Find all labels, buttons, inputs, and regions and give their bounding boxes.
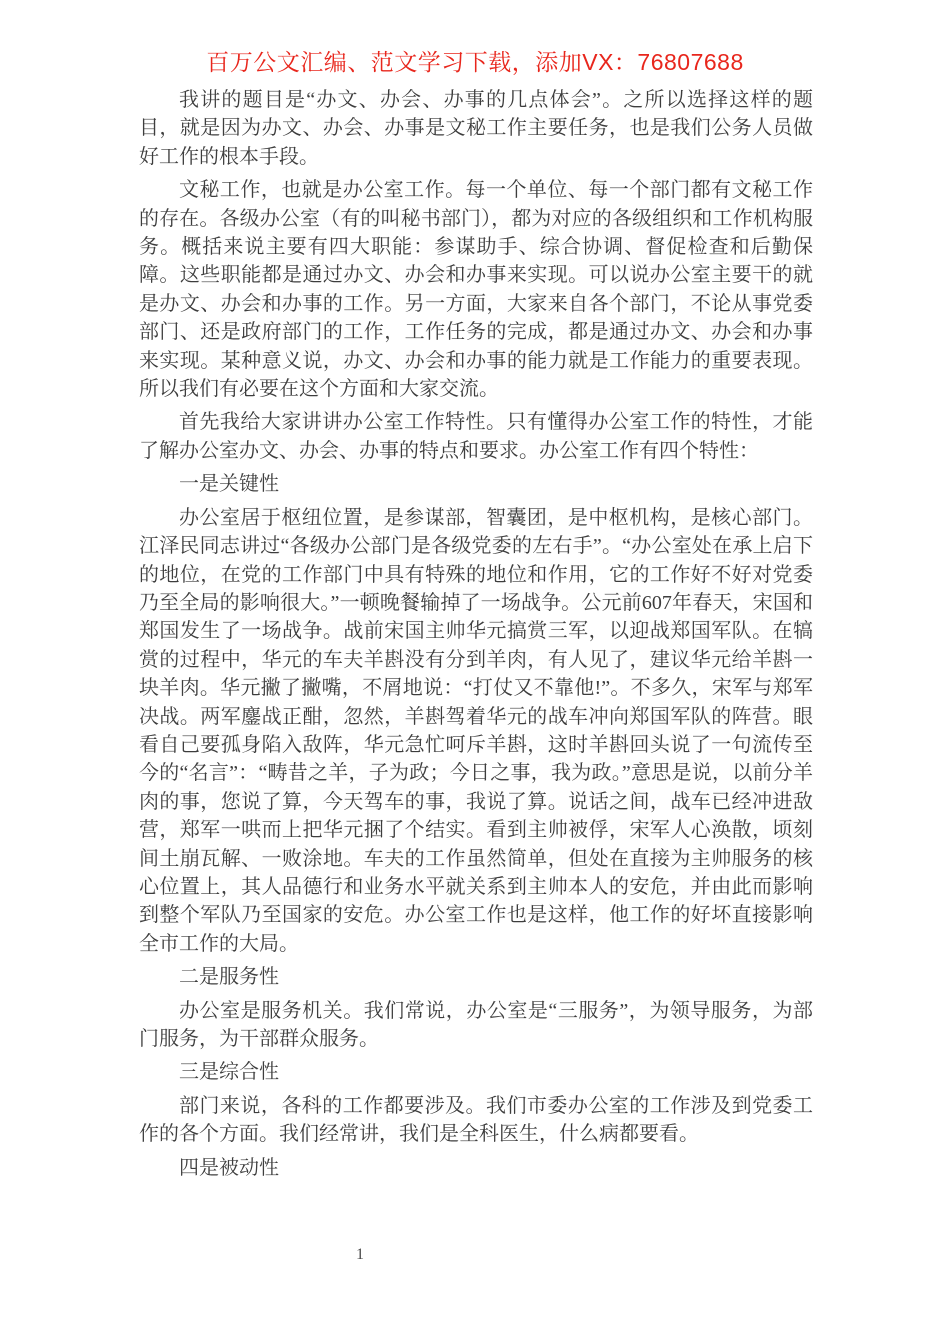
paragraph-intro: 我讲的题目是“办文、办会、办事的几点体会”。之所以选择这样的题目，就是因为办文、办会、办事是文秘工作主要任务，也是我们公务人员做好工作的根本手段。 — [139, 89, 813, 168]
paragraph-comprehensive-nature: 部门来说，各科的工作都要涉及。我们市委办公室的工作涉及到党委工作的各个方面。我们经常讲，我们是全科医生，什么病都要看。 — [139, 1094, 813, 1146]
paragraph-office-characteristics-lead: 首先我给大家讲讲办公室工作特性。只有懂得办公室工作的特性，才能了解办公室办文、办会、办事的特点和要求。办公室工作有四个特性： — [139, 411, 813, 462]
promo-header-text: 百万公文汇编、范文学习下载，添加VX：76807688 — [206, 49, 744, 75]
paragraph-key-importance-story: 办公室居于枢纽位置，是参谋部，智囊团，是中枢机构，是核心部门。江泽民同志讲过“各级办公部门是各级党委的左右手”。“办公室处在承上启下的地位，在党的工作部门中具有特殊的地位和作用，它的工作好不好对党委乃至全局的影响很大。”一顿晚餐输掉了一场战争。公元前607年春天，宋国和郑国发生了一场战争。战前宋国主帅华元搞赏三军，以迎战郑国军队。在犒赏的过程中，华元的车夫羊斟没有分到羊肉，有人见了，建议华元给羊斟一块羊肉。华元撇了撇嘴，不屑地说：“打仗又不靠他!”。不多久，宋军与郑军决战。两军鏖战正酣，忽然，羊斟驾着华元的战车冲向郑国军队的阵营。眼看自己要孤身陷入敌阵，华元急忙呵斥羊斟，这时羊斟回头说了一句流传至今的“名言”：“畴昔之羊，子为政；今日之事，我为政。”意思是说，以前分羊肉的事，您说了算，今天驾车的事，我说了算。说话之间，战车已经冲进敌营，郑军一哄而上把华元捆了个结实。看到主帅被俘，宋军人心涣散，顷刻间土崩瓦解、一败涂地。车夫的工作虽然简单，但处在直接为主帅服务的核心位置上，其人品德行和业务水平就关系到主帅本人的安危，并由此而影响到整个军队乃至国家的安危。办公室工作也是这样，他工作的好坏直接影响全市工作的大局。 — [139, 506, 813, 955]
page-number: 1 — [356, 1246, 364, 1263]
paragraph-secretarial-work: 文秘工作，也就是办公室工作。每一个单位、每一个部门都有文秘工作的存在。各级办公室（有的叫秘书部门），都为对应的各级组织和工作机构服务。概括来说主要有四大职能：参谋助手、综合协调、督促检查和后勤保障。这些职能都是通过办文、办会和办事来实现。可以说办公室主要干的就是办文、办会和办事的工作。另一方面，大家来自各个部门，不论从事党委部门、还是政府部门的工作，工作任务的完成，都是通过办文、办会和办事来实现。某种意义说，办文、办会和办事的能力就是工作能力的重要表现。所以我们有必要在这个方面和大家交流。 — [139, 179, 813, 401]
document-body — [139, 86, 813, 1187]
heading-key-importance: 一是关键性 — [179, 473, 279, 496]
heading-passive-nature: 四是被动性 — [179, 1156, 279, 1179]
heading-service-nature: 二是服务性 — [179, 966, 279, 989]
paragraph-service-nature: 办公室是服务机关。我们常说，办公室是“三服务”，为领导服务，为部门服务，为干部群众服务。 — [139, 999, 813, 1050]
heading-comprehensive-nature: 三是综合性 — [179, 1061, 279, 1084]
